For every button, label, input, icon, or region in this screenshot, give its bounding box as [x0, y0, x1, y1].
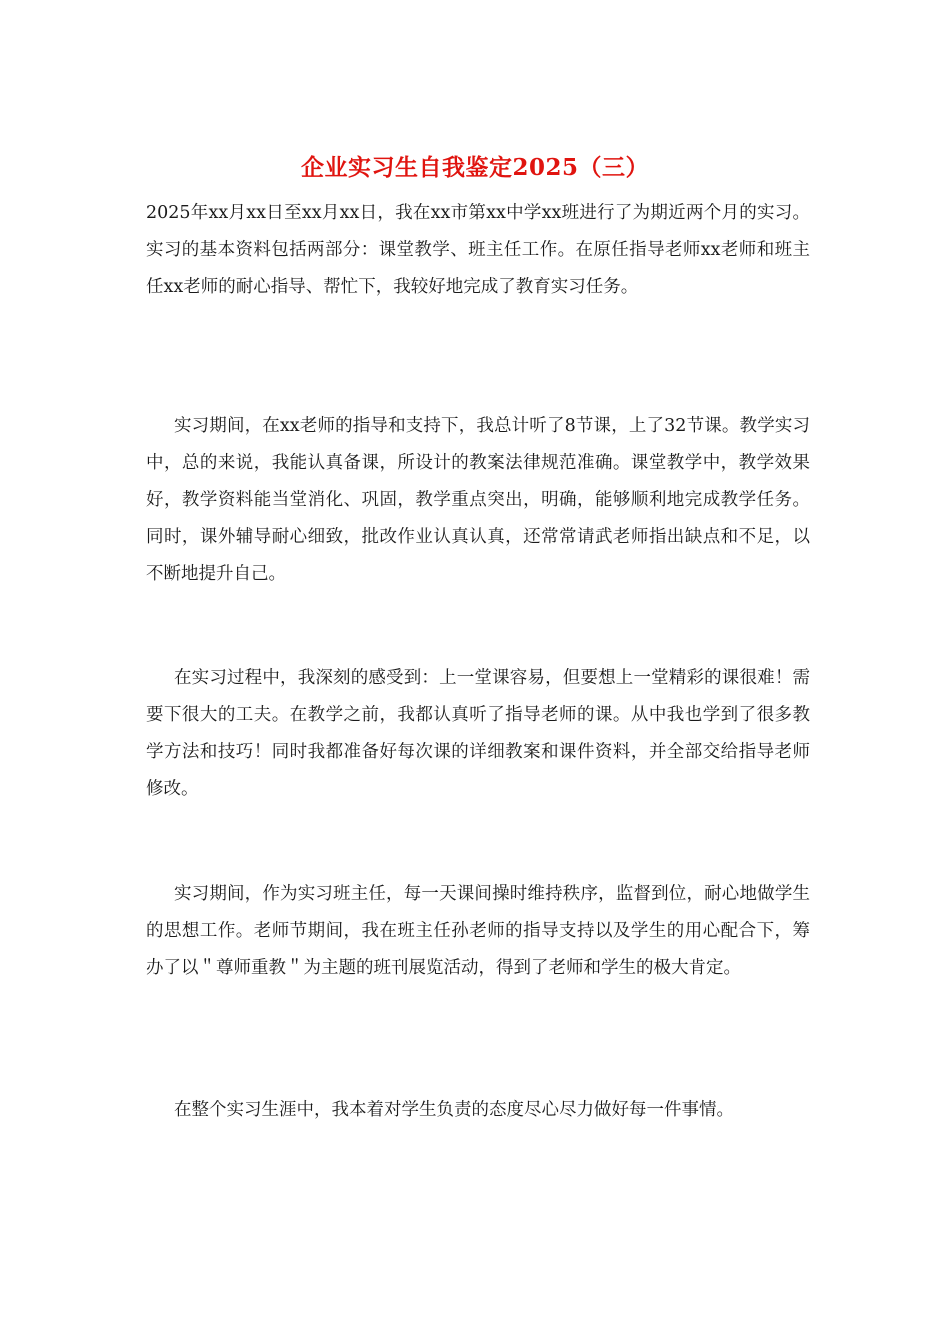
paragraph-4: 实习期间，作为实习班主任，每一天课间操时维持秩序，监督到位，耐心地做学生的思想工作。老师节期间，我在班主任孙老师的指导支持以及学生的用心配合下，筹办了以＂尊师重教＂为主题的班刊展览活动，得到了老师和学生的极大肯定。 [146, 884, 810, 978]
document-title: 企业实习生自我鉴定2025（三） [300, 154, 649, 181]
paragraph-3: 在实习过程中，我深刻的感受到：上一堂课容易，但要想上一堂精彩的课很难！需要下很大的工夫。在教学之前，我都认真听了指导老师的课。从中我也学到了很多教学方法和技巧！同时我都准备好每次课的详细教案和课件资料，并全部交给指导老师修改。 [146, 668, 810, 799]
paragraph-1: 2025年xx月xx日至xx月xx日，我在xx市第xx中学xx班进行了为期近两个月的实习。实习的基本资料包括两部分：课堂教学、班主任工作。在原任指导老师xx老师和班主任xx老师的耐心指导、帮忙下，我较好地完成了教育实习任务。 [146, 203, 810, 297]
paragraph-5: 在整个实习生涯中，我本着对学生负责的态度尽心尽力做好每一件事情。 [174, 1100, 734, 1120]
paragraph-2: 实习期间，在xx老师的指导和支持下，我总计听了8节课，上了32节课。教学实习中，总的来说，我能认真备课，所设计的教案法律规范准确。课堂教学中，教学效果好，教学资料能当堂消化、巩固，教学重点突出，明确，能够顺利地完成教学任务。同时，课外辅导耐心细致，批改作业认真认真，还常常请武老师指出缺点和不足，以不断地提升自己。 [146, 416, 810, 584]
